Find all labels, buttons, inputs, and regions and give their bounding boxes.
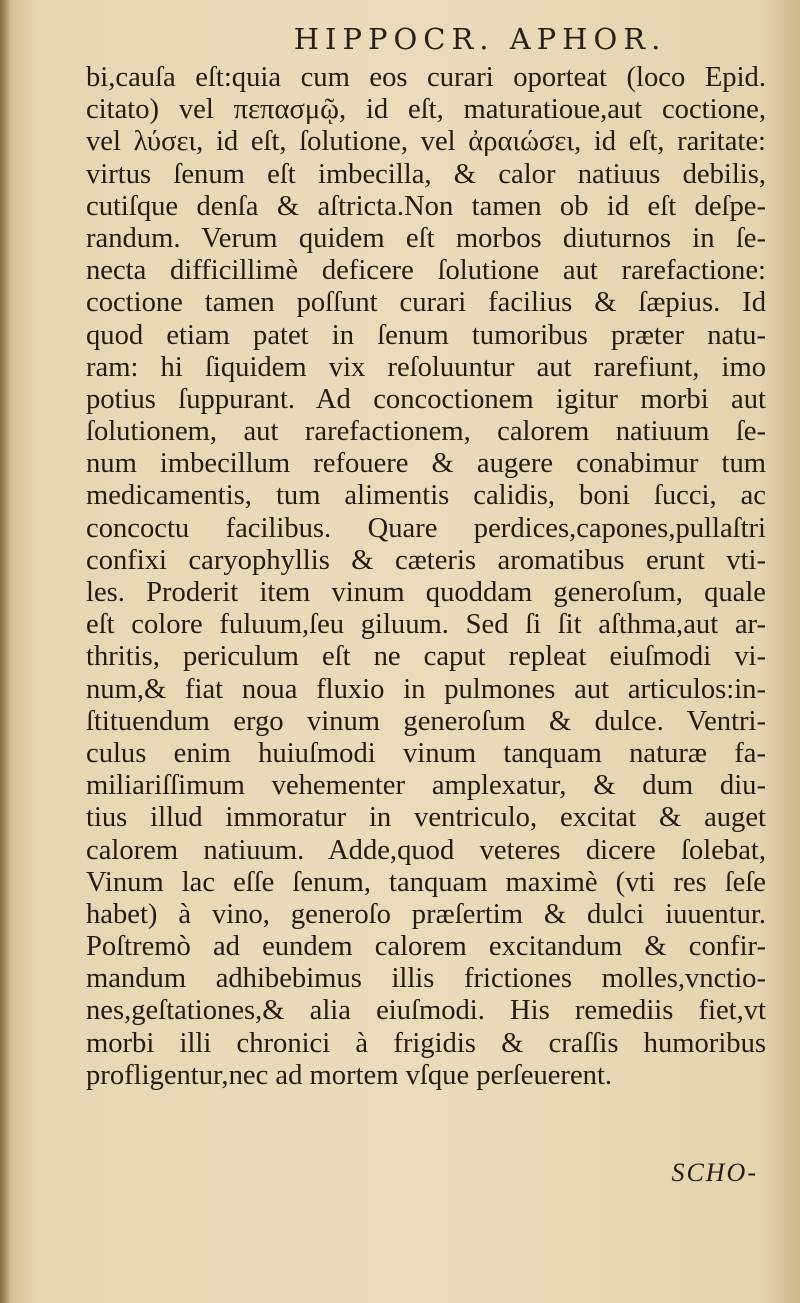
text-line: necta difficillimè deficere ſolutione aut rarefactione: xyxy=(86,255,766,287)
text-line: nes,geſtationes,& alia eiuſmodi. His remediis fiet,vt xyxy=(86,995,766,1027)
text-line: medicamentis, tum alimentis calidis, boni ſucci, ac xyxy=(86,480,766,512)
text-line: les. Proderit item vinum quoddam generoſum, quale xyxy=(86,577,766,608)
text-line: citato) vel πεπασμῷ, id eſt, maturatioue,aut coctione, xyxy=(86,94,766,126)
text-line: concoctu facilibus. Quare perdices,capones,pullaſtri xyxy=(86,512,766,544)
text-line: ſolutionem, aut rarefactionem, calorem natiuum ſe- xyxy=(86,416,766,448)
text-line: Poſtremò ad eundem calorem excitandum & confir- xyxy=(86,931,766,963)
text-line: num,& fiat noua fluxio in pulmones aut articulos:in- xyxy=(86,673,766,705)
text-line: profligentur,nec ad mortem vſque perſeuerent. xyxy=(86,1059,613,1091)
text-line: confixi caryophyllis & cæteris aromatibus erunt vti- xyxy=(86,544,766,576)
body-text xyxy=(86,62,766,1092)
text-line: num imbecillum refouere & augere conabimur tum xyxy=(86,448,766,480)
text-line: ſtituendum ergo vinum generoſum & dulce. Ventri- xyxy=(86,705,766,737)
text-line: potius ſuppurant. Ad concoctionem igitur morbi aut xyxy=(86,383,766,415)
text-line: habet) à vino, generoſo præſertim & dulci iuuentur. xyxy=(86,898,766,930)
text-line: tius illud immoratur in ventriculo, excitat & auget xyxy=(86,802,766,834)
text-line: morbi illi chronici à frigidis & craſſis humoribus xyxy=(86,1027,766,1059)
text-line: culus enim huiuſmodi vinum tanquam naturæ fa- xyxy=(86,737,766,769)
text-line: bi,cauſa eſt:quia cum eos curari oporteat (loco Epid. xyxy=(86,62,766,93)
running-head-text: HIPPOCR. APHOR. xyxy=(293,22,667,56)
text-line: vel λύσει, id eſt, ſolutione, vel ἀραιώσει, id eſt, raritate: xyxy=(86,126,766,158)
text-line: coctione tamen poſſunt curari facilius & ſæpius. Id xyxy=(86,287,766,319)
text-line: cutiſque denſa & aſtricta.Non tamen ob id eſt deſpe- xyxy=(86,190,766,222)
text-line: calorem natiuum. Adde,quod veteres dicere ſolebat, xyxy=(86,834,766,866)
text-line: thritis, periculum eſt ne caput repleat eiuſmodi vi- xyxy=(86,641,766,673)
catchword: SCHO- xyxy=(671,1158,758,1187)
text-line: Vinum lac eſſe ſenum, tanquam maximè (vti res ſeſe xyxy=(86,866,766,898)
text-line: miliariſſimum vehementer amplexatur, & dum diu- xyxy=(86,770,766,802)
text-line: randum. Verum quidem eſt morbos diuturnos in ſe- xyxy=(86,222,766,254)
gutter-shadow xyxy=(0,0,10,1303)
text-line: virtus ſenum eſt imbecilla, & calor natiuus debilis, xyxy=(86,158,766,190)
text-line: mandum adhibebimus illis frictiones molles,vnctio- xyxy=(86,963,766,995)
text-line: ram: hi ſiquidem vix reſoluuntur aut rarefiunt, imo xyxy=(86,351,766,383)
text-line: eſt colore fuluum,ſeu giluum. Sed ſi ſit aſthma,aut ar- xyxy=(86,609,766,641)
running-head xyxy=(0,22,800,56)
text-line: quod etiam patet in ſenum tumoribus præter natu- xyxy=(86,319,766,351)
